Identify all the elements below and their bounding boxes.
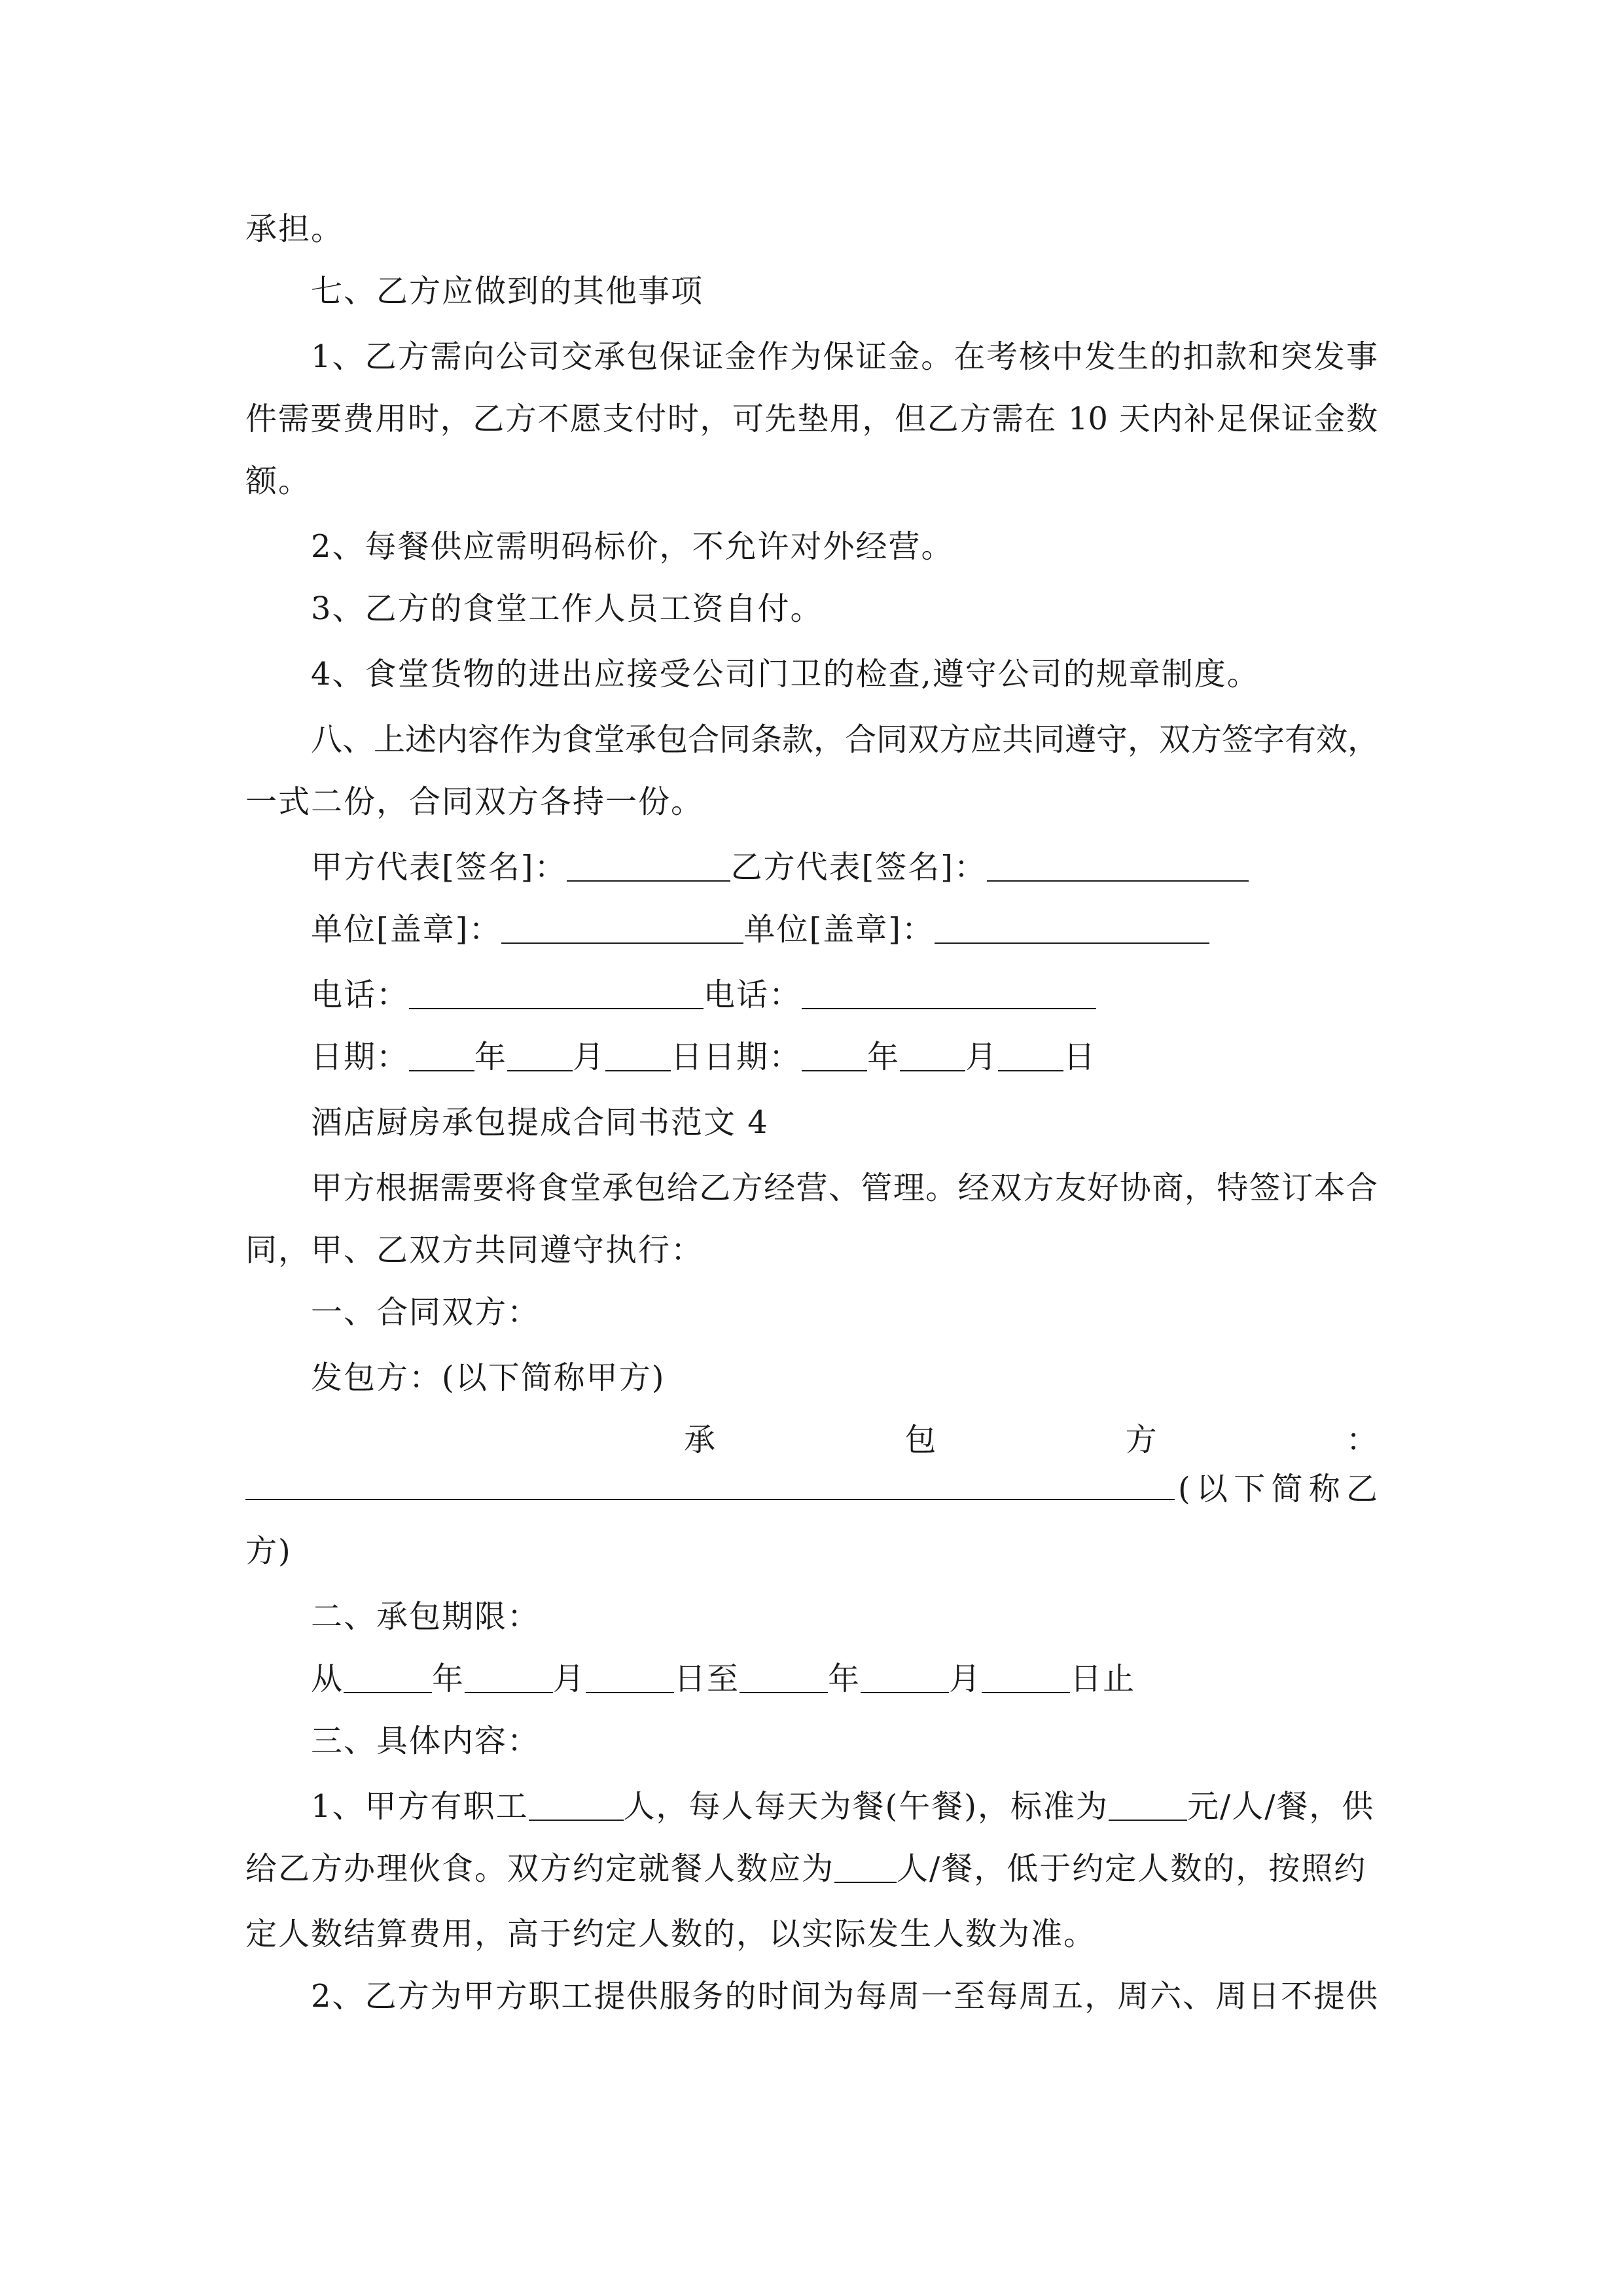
year-label: 年 xyxy=(432,1660,465,1697)
text-line: 一式二份，合同双方各持一份。 xyxy=(245,783,704,820)
text-line: 发包方：(以下简称甲方) xyxy=(311,1359,666,1396)
phone-row xyxy=(311,975,1096,1014)
month-label: 月 xyxy=(965,1039,999,1075)
party-a-unit-label: 单位[盖章]： xyxy=(311,911,502,948)
document-heading: 酒店厨房承包提成合同书范文 4 xyxy=(311,1104,769,1141)
price-unit-text: 元/人/餐，供 xyxy=(1187,1788,1375,1825)
party-a-phone-label: 电话： xyxy=(311,977,410,1013)
party-a-signature-label: 甲方代表[签名]： xyxy=(311,849,567,886)
year-blank xyxy=(740,1663,828,1693)
date-row xyxy=(311,1037,1096,1077)
party-a-signature-blank xyxy=(567,852,730,882)
party-b-phone-label: 电话： xyxy=(704,977,802,1013)
text-line: 件需要费用时，乙方不愿支付时，可先垫用，但乙方需在 10 天内补足保证金数 xyxy=(245,401,1378,437)
spread-char: 包 xyxy=(904,1422,936,1458)
month-blank xyxy=(507,1041,573,1071)
term-row xyxy=(311,1659,1135,1698)
month-blank xyxy=(900,1041,965,1071)
year-label: 年 xyxy=(867,1039,901,1075)
day-blank xyxy=(605,1041,671,1071)
month-blank xyxy=(465,1663,553,1693)
price-blank xyxy=(1109,1791,1187,1821)
party-a-phone-blank xyxy=(409,979,704,1009)
party-a-date-label: 日期： xyxy=(311,1039,410,1075)
party-b-unit-label: 单位[盖章]： xyxy=(743,911,935,948)
text-line: 甲方根据需要将食堂承包给乙方经营、管理。经双方友好协商，特签订本合 xyxy=(311,1170,1378,1206)
text-line: 额。 xyxy=(245,463,312,499)
diner-rule-text: 人/餐，低于约定人数的，按照约 xyxy=(897,1850,1367,1887)
text-line: 2、乙方为甲方职工提供服务的时间为每周一至每周五，周六、周日不提供 xyxy=(311,1978,1378,2015)
text-line: 八、上述内容作为食堂承包合同条款，合同双方应共同遵守，双方签字有效， xyxy=(311,721,1380,758)
staff-count-text: 1、甲方有职工 xyxy=(311,1788,529,1825)
day-end-label: 日止 xyxy=(1070,1660,1136,1697)
section-heading: 七、乙方应做到的其他事项 xyxy=(311,273,704,310)
party-b-date-label: 日日期： xyxy=(671,1039,802,1075)
party-b-signature-label: 乙方代表[签名]： xyxy=(730,849,987,886)
text-line: 4、食堂货物的进出应接受公司门卫的检查,遵守公司的规章制度。 xyxy=(311,656,1260,692)
text-line: 定人数结算费用，高于约定人数的，以实际发生人数为准。 xyxy=(245,1916,1097,1952)
staff-count-blank xyxy=(529,1791,624,1821)
day-blank xyxy=(586,1663,674,1693)
text-line: 1、乙方需向公司交承包保证金作为保证金。在考核中发生的扣款和突发事 xyxy=(311,338,1378,375)
year-blank xyxy=(802,1041,867,1071)
section-heading: 三、具体内容： xyxy=(311,1723,541,1759)
year-label: 年 xyxy=(474,1039,508,1075)
day-label: 日 xyxy=(1063,1039,1097,1075)
meal-standard-text: 人，每人每天为餐(午餐)，标准为 xyxy=(623,1788,1109,1825)
month-label: 月 xyxy=(573,1039,606,1075)
text-line: 3、乙方的食堂工作人员工资自付。 xyxy=(311,590,823,627)
text-line: 方) xyxy=(245,1533,292,1570)
day-blank xyxy=(982,1663,1070,1693)
text-line: 2、每餐供应需明码标价，不允许对外经营。 xyxy=(311,528,954,565)
signature-row xyxy=(311,848,1249,887)
contractor-label-spread xyxy=(684,1420,1378,1460)
party-b-phone-blank xyxy=(802,979,1096,1009)
year-blank xyxy=(409,1041,474,1071)
year-label: 年 xyxy=(828,1660,861,1697)
section-heading: 一、合同双方： xyxy=(311,1294,541,1331)
month-label: 月 xyxy=(553,1660,586,1697)
month-blank xyxy=(861,1663,949,1693)
spread-char: ： xyxy=(1346,1422,1378,1458)
month-label: 月 xyxy=(949,1660,982,1697)
party-b-signature-blank xyxy=(987,852,1249,882)
spread-char: 承 xyxy=(684,1422,716,1458)
text-line xyxy=(245,1849,1366,1888)
year-blank xyxy=(344,1663,432,1693)
spread-char: 方 xyxy=(1125,1422,1157,1458)
section-heading: 二、承包期限： xyxy=(311,1598,541,1635)
text-line: (以下简称乙 xyxy=(1178,1471,1378,1507)
party-b-unit-blank xyxy=(935,914,1209,944)
day-blank xyxy=(998,1041,1063,1071)
seal-row xyxy=(311,910,1209,949)
party-a-unit-blank xyxy=(501,914,743,944)
diner-count-text: 给乙方办理伙食。双方约定就餐人数应为 xyxy=(245,1850,835,1887)
diner-count-blank xyxy=(834,1853,897,1883)
day-to-label: 日至 xyxy=(674,1660,740,1697)
text-line: 承担。 xyxy=(245,211,344,247)
text-line: 同，甲、乙双方共同遵守执行： xyxy=(245,1232,704,1268)
contractor-name-blank xyxy=(245,1499,1175,1500)
from-label: 从 xyxy=(311,1660,344,1697)
text-line xyxy=(311,1787,1374,1826)
